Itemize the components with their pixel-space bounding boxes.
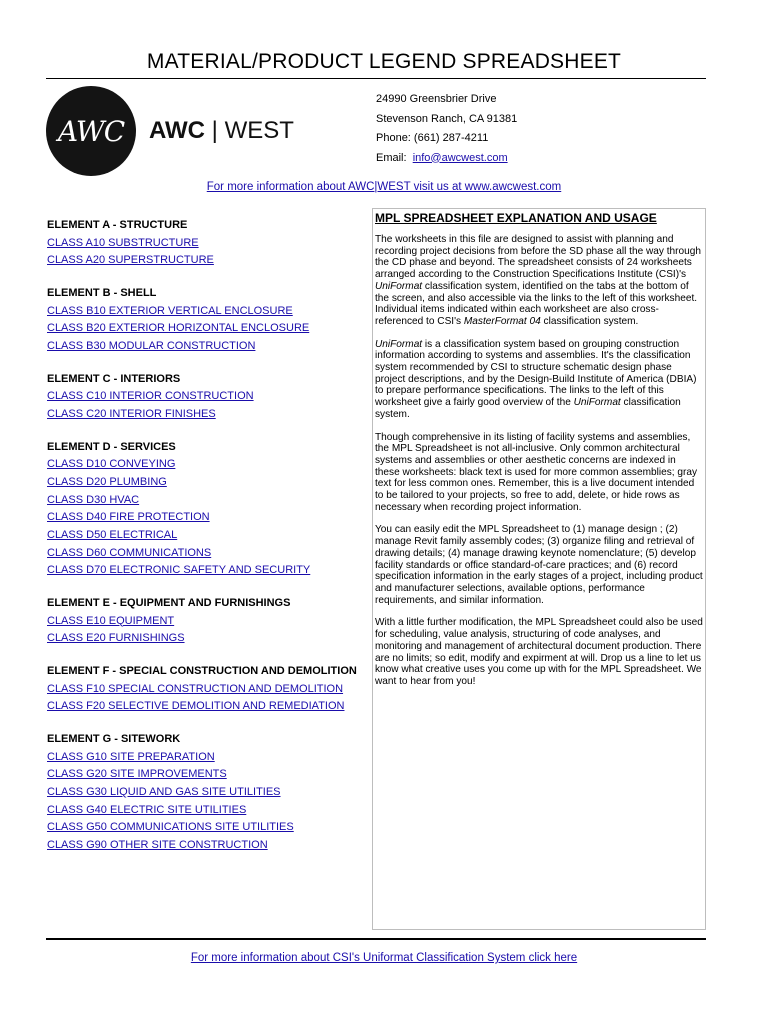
- class-link[interactable]: CLASS G90 OTHER SITE CONSTRUCTION: [47, 838, 268, 851]
- element-group: [47, 663, 367, 716]
- logo-separator: |: [205, 117, 225, 144]
- element-heading: ELEMENT C - INTERIORS: [47, 372, 181, 385]
- address-phone: Phone: (661) 287-4211: [376, 132, 489, 144]
- explanation-paragraph-4: You can easily edit the MPL Spreadsheet to (1) manage design ; (2) manage Revit family assembly codes; (3) organize filing and retrieval of drawing details; (4) manage drawing keynote nomenclature; (5) develop facility standards or office standard-of-care practices; and (6) record specification information in the early stages of a project, including product and manufacturer selections, available options, performance requirements, and similar information.: [375, 524, 703, 606]
- class-link[interactable]: CLASS D70 ELECTRONIC SAFETY AND SECURITY: [47, 564, 311, 577]
- class-link[interactable]: CLASS E20 FURNISHINGS: [47, 632, 185, 645]
- contact-address: [376, 90, 517, 168]
- p1-text-a: The worksheets in this file are designed to assist with planning and recording project decisions from before the SD phase all the way through the CD phase and beyond. The spreadsheet consists of 24 worksheets arranged according to the Construction Specifications Institute (CSI)'s: [375, 234, 701, 281]
- footer-divider: [46, 938, 706, 940]
- class-link[interactable]: CLASS D10 CONVEYING: [47, 458, 176, 471]
- logo-word-bold: AWC: [149, 117, 205, 144]
- class-link[interactable]: CLASS G50 COMMUNICATIONS SITE UTILITIES: [47, 821, 294, 834]
- element-heading: ELEMENT E - EQUIPMENT AND FURNISHINGS: [47, 597, 291, 609]
- p2-emphasis-uniformat-2: UniFormat: [573, 397, 621, 409]
- csi-info-line: [0, 952, 768, 964]
- class-link[interactable]: CLASS G10 SITE PREPARATION: [47, 750, 215, 763]
- class-link[interactable]: CLASS B30 MODULAR CONSTRUCTION: [47, 339, 256, 352]
- class-link[interactable]: CLASS A10 SUBSTRUCTURE: [47, 236, 199, 249]
- explanation-paragraph-3: Though comprehensive in its listing of facility systems and assemblies, the MPL Spreadsheet is not all-inclusive. Only common architectural systems and assemblies or other aesthetic concerns are indexed in these worksheets: black text is used for more common assemblies; gray text for less common ones. Remember, this is a live document intended to be tailored to your projects, so free to add, delete, or hide rows as necessary when recording project information.: [375, 431, 698, 513]
- logo-word-thin: WEST: [224, 117, 294, 144]
- class-link[interactable]: CLASS G30 LIQUID AND GAS SITE UTILITIES: [47, 785, 281, 798]
- class-link[interactable]: CLASS D30 HVAC: [47, 493, 140, 506]
- page-title: MATERIAL/PRODUCT LEGEND SPREADSHEET: [146, 50, 622, 73]
- class-link[interactable]: CLASS G20 SITE IMPROVEMENTS: [47, 768, 227, 781]
- element-group: [47, 217, 367, 270]
- class-link[interactable]: CLASS D20 PLUMBING: [47, 475, 167, 488]
- logo-circle: [46, 86, 136, 176]
- email-link[interactable]: info@awcwest.com: [412, 151, 508, 164]
- company-logo: [46, 86, 300, 176]
- title-divider: [46, 78, 706, 79]
- element-heading: ELEMENT A - STRUCTURE: [47, 219, 188, 231]
- explanation-panel: [372, 208, 706, 930]
- p2-text-a: is a classification system based on grouping construction information according to systems and assemblies. It's the classification system recommended by CSI to structure schematic design phase project descriptions, and by the Design-Build Institute of America (DBIA) to prepare performance specifications. The links to the left of this worksheet give a fairly good overview of the: [375, 338, 697, 409]
- class-link[interactable]: CLASS E10 EQUIPMENT: [47, 614, 175, 627]
- p2-text-b: classification system.: [375, 397, 681, 420]
- address-email-row: [376, 149, 517, 169]
- p1-emphasis-masterformat: MasterFormat 04: [463, 315, 541, 327]
- p1-text-b: classification system, identified on the tabs at the bottom of the screen, and also accessible via the links to the left of this worksheet. Individual items indicated within each worksheet are also cross-referenced to CSI's: [375, 280, 698, 327]
- class-link[interactable]: CLASS F20 SELECTIVE DEMOLITION AND REMEDIATION: [47, 700, 345, 713]
- p2-emphasis-uniformat-1: UniFormat: [375, 338, 423, 350]
- class-link[interactable]: CLASS B20 EXTERIOR HORIZONTAL ENCLOSURE: [47, 322, 310, 335]
- explanation-paragraph-2: [375, 339, 703, 421]
- p1-emphasis-uniformat: UniFormat: [375, 280, 423, 292]
- class-link[interactable]: CLASS D40 FIRE PROTECTION: [47, 511, 210, 524]
- element-heading: ELEMENT B - SHELL: [47, 286, 157, 299]
- awc-info-line: [0, 181, 768, 193]
- address-street: 24990 Greensbrier Drive: [376, 93, 497, 105]
- element-group: [47, 285, 367, 356]
- element-group: [47, 595, 367, 648]
- class-link[interactable]: CLASS B10 EXTERIOR VERTICAL ENCLOSURE: [47, 304, 293, 317]
- logo-glyph: AWC: [57, 114, 125, 148]
- element-heading: ELEMENT D - SERVICES: [47, 440, 176, 453]
- email-label: Email:: [376, 151, 407, 164]
- p1-text-c: classification system.: [540, 315, 639, 327]
- awc-info-link[interactable]: For more information about AWC|WEST visit us at www.awcwest.com: [206, 181, 562, 193]
- element-heading: ELEMENT F - SPECIAL CONSTRUCTION AND DEMOLITION: [47, 664, 357, 677]
- csi-info-link[interactable]: For more information about CSI's Uniformat Classification System click here: [190, 952, 578, 964]
- explanation-title: MPL SPREADSHEET EXPLANATION AND USAGE: [375, 211, 657, 225]
- element-list: [47, 217, 367, 870]
- element-group: [47, 371, 367, 424]
- class-link[interactable]: CLASS A20 SUPERSTRUCTURE: [47, 254, 214, 267]
- element-group: [47, 731, 367, 855]
- element-group: [47, 439, 367, 580]
- address-city: Stevenson Ranch, CA 91381: [376, 112, 518, 125]
- class-link[interactable]: CLASS D50 ELECTRICAL: [47, 528, 178, 541]
- logo-wordmark: [149, 117, 294, 145]
- explanation-paragraph-5: With a little further modification, the MPL Spreadsheet could also be used for scheduling, value analysis, structuring of code analyses, and monitoring and management of architectural document production. There are no limits; so edit, modify and expirment at will. Drop us a line to let us know what creative uses you come up with for the MPL Spreadsheet. We want to hear from you!: [375, 617, 703, 687]
- class-link[interactable]: CLASS C20 INTERIOR FINISHES: [47, 407, 216, 420]
- class-link[interactable]: CLASS F10 SPECIAL CONSTRUCTION AND DEMOLITION: [47, 682, 344, 695]
- explanation-paragraph-1: [375, 234, 703, 328]
- class-link[interactable]: CLASS D60 COMMUNICATIONS: [47, 546, 212, 559]
- class-link[interactable]: CLASS G40 ELECTRIC SITE UTILITIES: [47, 803, 247, 816]
- element-heading: ELEMENT G - SITEWORK: [47, 732, 181, 745]
- class-link[interactable]: CLASS C10 INTERIOR CONSTRUCTION: [47, 390, 254, 403]
- explanation-body: [375, 234, 703, 688]
